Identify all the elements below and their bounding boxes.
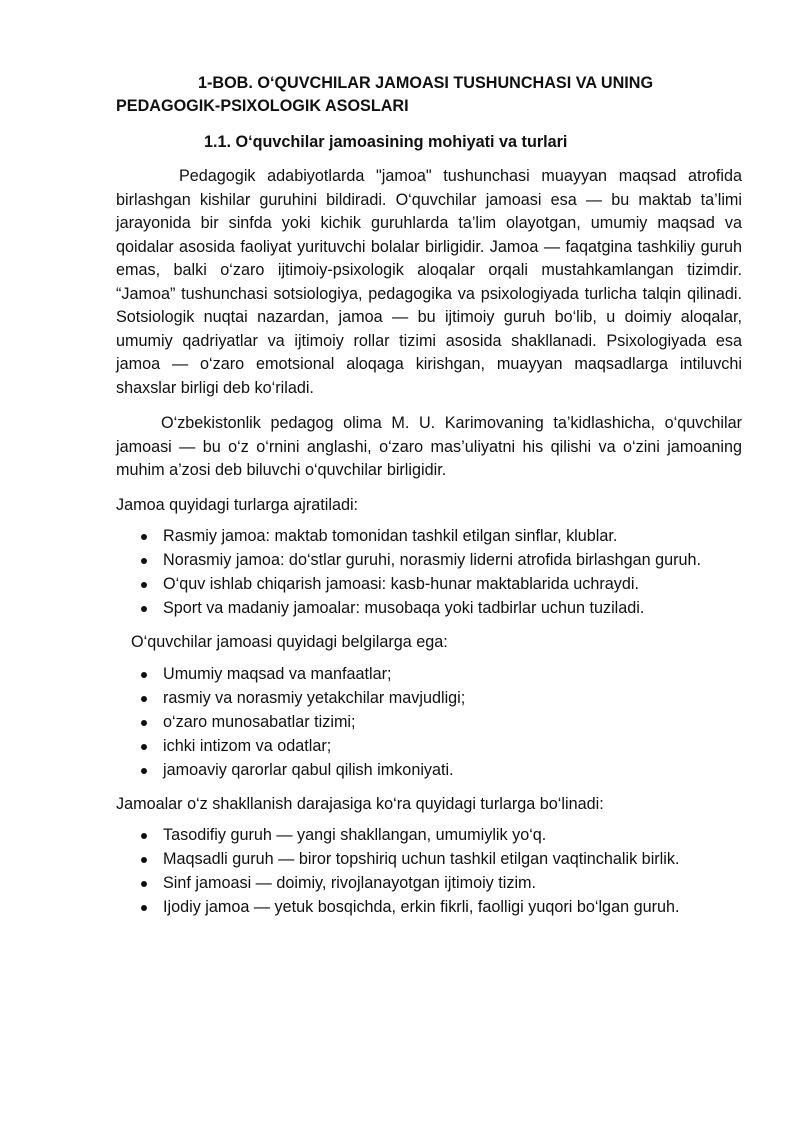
document-page	[116, 72, 742, 920]
list-collective-features	[116, 663, 742, 782]
list-item-text: Sinf jamoasi — doimiy, rivojlanayotgan ijtimoiy tizim.	[163, 874, 537, 892]
paragraph-features-intro: O‘quvchilar jamoasi quyidagi belgilarga ega:	[131, 633, 448, 651]
list-item-text: rasmiy va norasmiy yetakchilar mavjudligi;	[163, 688, 466, 707]
paragraph-types-intro: Jamoa quyidagi turlarga ajratiladi:	[116, 495, 359, 514]
list-item	[163, 525, 742, 548]
list-item	[163, 759, 742, 782]
list-item	[163, 711, 742, 734]
list-item-text: Tasodifiy guruh — yangi shakllangan, umumiylik yo‘q.	[163, 826, 547, 844]
bullet-icon	[141, 582, 147, 588]
bullet-icon	[141, 606, 147, 612]
list-item-text: Sport va madaniy jamoalar: musobaqa yoki tadbirlar uchun tuziladi.	[163, 599, 645, 617]
list-item-text: jamoaviy qarorlar qabul qilish imkoniyati.	[163, 760, 454, 779]
list-item-text: ichki intizom va odatlar;	[163, 736, 332, 755]
list-item-text: Maqsadli guruh — biror topshiriq uchun tashkil etilgan vaqtinchalik birlik.	[163, 850, 680, 868]
list-item	[163, 872, 742, 895]
bullet-icon	[141, 744, 147, 750]
list-item-text: O‘quv ishlab chiqarish jamoasi: kasb-hunar maktablarida uchraydi.	[163, 575, 639, 593]
paragraph-definition: Pedagogik adabiyotlarda "jamoa" tushunchasi muayyan maqsad atrofida birlashgan kishilar guruhini bildiradi. O‘quvchilar jamoasi esa — bu maktab ta’limi jarayonida bir sinfda yoki kichik guruhlarda ta’lim olayotgan, umumiy maqsad va qoidalar asosida faoliyat yurituvchi bolalar birligidir. Jamoa — faqatgina tashkiliy guruh emas, balki o‘zaro ijtimoiy-psixologik aloqalar orqali mustahkamlangan tizimdir. “Jamoa” tushunchasi sotsiologiya, pedagogika va psixologiyada turlicha talqin qilinadi. Sotsiologik nuqtai nazardan, jamoa — bu ijtimoiy guruh bo‘lib, u doimiy aloqalar, umumiy qadriyatlar va ijtimoiy rollar tizimi asosida shakllanadi. Psixologiyada esa jamoa — o‘zaro emotsional aloqaga kirishgan, muayyan maqsadlarga intiluvchi shaxslar birligi deb ko‘riladi.	[116, 167, 742, 397]
section-title: 1.1. O‘quvchilar jamoasining mohiyati va turlari	[204, 133, 568, 151]
list-formation-levels	[116, 824, 742, 919]
list-item	[163, 896, 742, 919]
bullet-icon	[141, 881, 147, 887]
bullet-icon	[141, 905, 147, 911]
list-item	[163, 848, 742, 871]
chapter-title: 1-BOB. O‘QUVCHILAR JAMOASI TUSHUNCHASI VA UNING PEDAGOGIK-PSIXOLOGIK ASOSLARI	[116, 74, 654, 115]
bullet-icon	[141, 833, 147, 839]
list-item	[163, 573, 742, 596]
bullet-icon	[141, 857, 147, 863]
paragraph-karimova-quote: O‘zbekistonlik pedagog olima M. U. Karimovaning ta’kidlashicha, o‘quvchilar jamoasi — bu o‘z o‘rnini anglashi, o‘zaro mas’uliyatni his qilishi va o‘zini jamoaning muhim a’zosi deb biluvchi o‘quvchilar birligidir.	[116, 414, 742, 479]
list-item	[163, 687, 742, 710]
list-item-text: o‘zaro munosabatlar tizimi;	[163, 712, 356, 731]
list-item-text: Norasmiy jamoa: do‘stlar guruhi, norasmiy liderni atrofida birlashgan guruh.	[163, 551, 702, 569]
list-item-text: Umumiy maqsad va manfaatlar;	[163, 664, 392, 683]
bullet-icon	[141, 720, 147, 726]
bullet-icon	[141, 558, 147, 564]
bullet-icon	[141, 534, 147, 540]
list-item	[163, 735, 742, 758]
paragraph-levels-intro: Jamoalar o‘z shakllanish darajasiga ko‘ra quyidagi turlarga bo‘linadi:	[116, 794, 604, 813]
list-item	[163, 597, 742, 620]
bullet-icon	[141, 696, 147, 702]
list-collective-types	[116, 525, 742, 620]
list-item-text: Ijodiy jamoa — yetuk bosqichda, erkin fikrli, faolligi yuqori bo‘lgan guruh.	[163, 898, 680, 916]
list-item	[163, 663, 742, 686]
list-item-text: Rasmiy jamoa: maktab tomonidan tashkil etilgan sinflar, klublar.	[163, 527, 618, 545]
bullet-icon	[141, 672, 147, 678]
list-item	[163, 824, 742, 847]
bullet-icon	[141, 768, 147, 774]
list-item	[163, 549, 742, 572]
